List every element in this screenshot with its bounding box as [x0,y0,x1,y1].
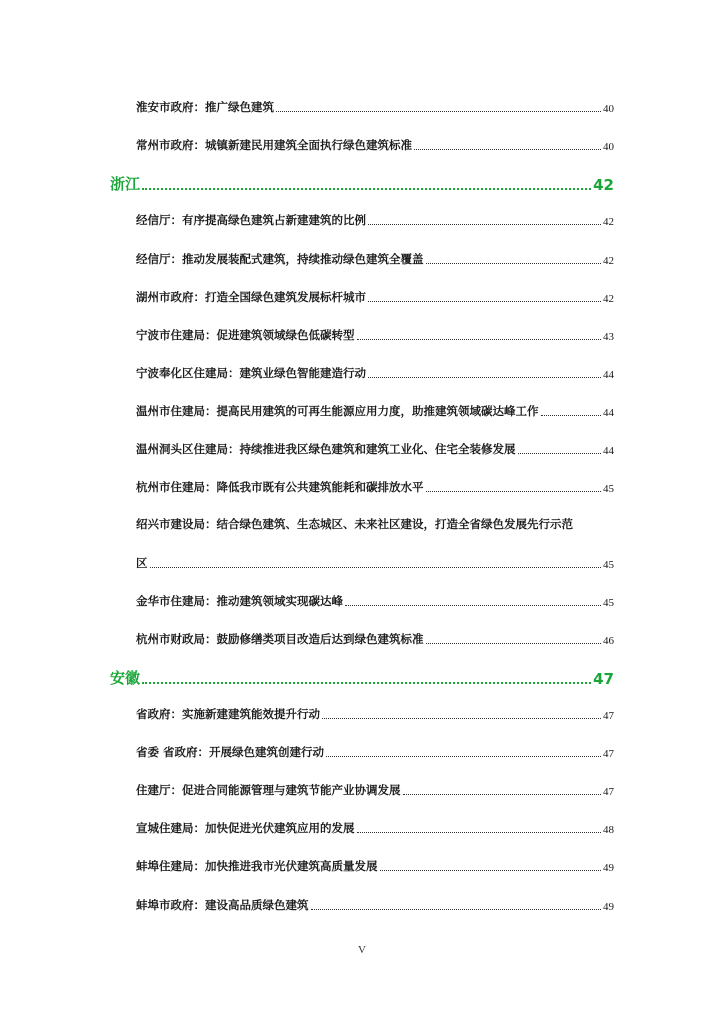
toc-entry[interactable] [136,251,614,267]
section-title: 安徽 [110,669,141,687]
dot-leader [426,643,602,644]
toc-entry-title: 住建厅：促进合同能源管理与建筑节能产业协调发展 [136,783,401,797]
toc-entry-title: 蚌埠住建局：加快推进我市光伏建筑高质量发展 [136,859,378,873]
toc-entry-title: 区 [136,556,148,570]
toc-entry-page: 43 [603,331,614,343]
toc-entry-page: 45 [603,483,614,495]
toc-entry-page: 42 [603,255,614,267]
toc-entry-page: 44 [603,407,614,419]
dot-leader [414,149,601,150]
dot-leader [380,870,602,871]
dot-leader [357,339,602,340]
dot-leader [368,224,601,225]
toc-entry[interactable] [136,631,614,647]
dot-leader [426,263,602,264]
dot-leader [368,301,601,302]
section-title: 浙江 [110,175,141,193]
toc-entry-title: 温州市住建局：提高民用建筑的可再生能源应用力度，助推建筑领域碳达峰工作 [136,404,539,418]
dot-leader [426,491,602,492]
toc-entry[interactable] [136,593,614,609]
toc-entry[interactable] [136,782,614,798]
toc-entry-page: 47 [603,710,614,722]
dot-leader [518,453,602,454]
toc-entry-title: 杭州市财政局：鼓励修缮类项目改造后达到绿色建筑标准 [136,632,424,646]
toc-entry-title: 宁波市住建局：促进建筑领域绿色低碳转型 [136,328,355,342]
section-page: 42 [593,176,614,194]
toc-entry-title: 金华市住建局：推动建筑领域实现碳达峰 [136,594,343,608]
toc-entry-page: 49 [603,862,614,874]
dot-leader [345,605,601,606]
dot-leader [142,682,591,684]
dot-leader [368,377,601,378]
dot-leader [357,832,602,833]
dot-leader [541,415,602,416]
dot-leader [142,188,591,190]
toc-entry-page: 44 [603,445,614,457]
toc-entry-page: 45 [603,597,614,609]
toc-entry-title: 绍兴市建设局：结合绿色建筑、生态城区、未来社区建设，打造全省绿色发展先行示范 [136,517,573,531]
toc-entry-changzhou[interactable] [136,137,614,153]
toc-entry-page: 47 [603,748,614,760]
toc-entry-title: 经信厅：有序提高绿色建筑占新建建筑的比例 [136,213,366,227]
toc-entry-title: 宁波奉化区住建局：建筑业绿色智能建造行动 [136,366,366,380]
toc-entry-title: 省委 省政府：开展绿色建筑创建行动 [136,745,325,759]
toc-entry-page: 49 [603,901,614,913]
toc-entry-huaian[interactable] [136,99,614,115]
toc-entry-page: 42 [603,216,614,228]
toc-entry-page: 40 [603,141,614,153]
toc-entry[interactable] [136,744,614,760]
dot-leader [403,794,602,795]
toc-section-zhejiang[interactable] [110,172,614,194]
toc-entry[interactable] [136,820,614,836]
toc-entry-page: 48 [603,824,614,836]
toc-entry[interactable] [136,212,614,228]
toc-entry[interactable] [136,897,614,913]
toc-entry-page: 44 [603,369,614,381]
dot-leader [276,111,601,112]
toc-section-anhui[interactable] [110,666,614,688]
dot-leader [326,756,601,757]
section-page: 47 [593,670,614,688]
toc-entry-title: 经信厅：推动发展装配式建筑，持续推动绿色建筑全覆盖 [136,252,424,266]
toc-entry-title: 杭州市住建局：降低我市既有公共建筑能耗和碳排放水平 [136,480,424,494]
toc-entry-page: 45 [603,559,614,571]
dot-leader [150,567,602,568]
toc-entry-page: 47 [603,786,614,798]
toc-entry-title: 省政府：实施新建建筑能效提升行动 [136,707,320,721]
toc-entry[interactable] [136,327,614,343]
toc-entry-shaoxing-cont[interactable] [136,555,614,571]
dot-leader [322,718,601,719]
toc-entry[interactable] [136,403,614,419]
toc-entry-shaoxing[interactable] [136,516,614,532]
toc-entry[interactable] [136,858,614,874]
toc-entry-title: 温州洞头区住建局：持续推进我区绿色建筑和建筑工业化、住宅全装修发展 [136,442,516,456]
toc-entry-title: 淮安市政府：推广绿色建筑 [136,100,274,114]
toc-entry-page: 46 [603,635,614,647]
dot-leader [311,909,602,910]
toc-entry-title: 常州市政府：城镇新建民用建筑全面执行绿色建筑标准 [136,138,412,152]
toc-entry[interactable] [136,479,614,495]
toc-entry-page: 42 [603,293,614,305]
toc-entry[interactable] [136,365,614,381]
toc-entry-page: 40 [603,103,614,115]
toc-entry[interactable] [136,441,614,457]
toc-entry-title: 宣城住建局：加快促进光伏建筑应用的发展 [136,821,355,835]
toc-entry-title: 湖州市政府：打造全国绿色建筑发展标杆城市 [136,290,366,304]
page-number: V [358,944,366,956]
toc-entry-title: 蚌埠市政府：建设高品质绿色建筑 [136,898,309,912]
toc-entry[interactable] [136,706,614,722]
toc-entry[interactable] [136,289,614,305]
